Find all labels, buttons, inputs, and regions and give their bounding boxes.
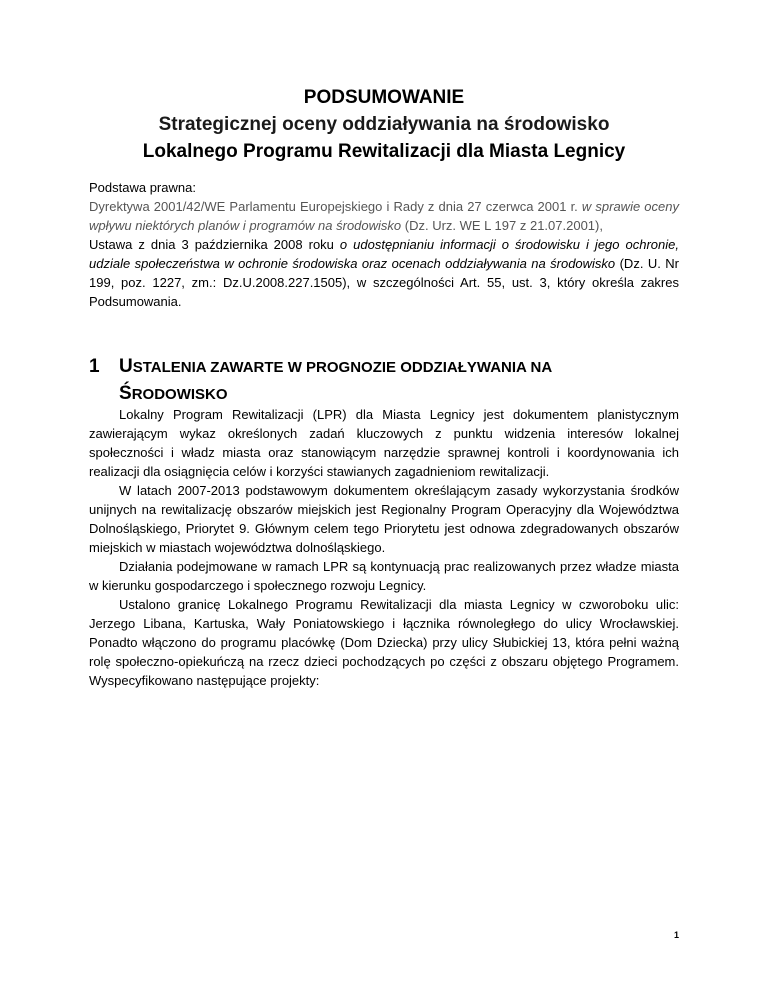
directive-text: Dyrektywa 2001/42/WE Parlamentu Europejskiego i Rady z dnia 27 czerwca 2001 r. xyxy=(89,199,578,214)
directive-ref: (Dz. Urz. WE L 197 z 21.07.2001), xyxy=(401,218,603,233)
body-paragraph: Działania podejmowane w ramach LPR są kontynuacją prac realizowanych przez władze miasta w kierunku gospodarczego i społecznego rozwoju Legnicy. xyxy=(89,559,679,593)
heading-line-1-initial: U xyxy=(119,356,133,377)
section-number: 1 xyxy=(89,356,100,377)
body-paragraph: W latach 2007-2013 podstawowym dokumentem określającym zasady wykorzystania środków unijnych na rewitalizację obszarów miejskich jest Regionalny Program Operacyjny dla Województwa Dolnośląskiego, Priorytet 9. Głównym celem tego Priorytetu jest odnowa zdegradowanych obszarów miejskich w miastach województwa dolnośląskiego. xyxy=(89,483,679,555)
section-heading-line-1 xyxy=(119,354,679,381)
legal-basis xyxy=(89,178,679,311)
heading-line-2-initial: Ś xyxy=(119,383,132,404)
legal-basis-label: Podstawa prawna: xyxy=(89,180,196,195)
section-heading xyxy=(89,354,679,408)
body-paragraph: Ustalono granicę Lokalnego Programu Rewitalizacji dla miasta Legnicy w czworoboku ulic: Jerzego Libana, Kartuska, Wały Poniatowskiego i łącznika równoległego do ulicy Wrocławskiej. Ponadto włączono do programu placówkę (Dom Dziecka) przy ulicy Słubickiej 13, która pełni ważną rolę społeczno-opiekuńczą na rzecz dzieci pochodzących po części z obszaru objętego Programem. Wyspecyfikowano następujące projekty: xyxy=(89,597,679,688)
body-paragraph: Lokalny Program Rewitalizacji (LPR) dla Miasta Legnicy jest dokumentem planistycznym zawierającym wykaz określonych zadań kluczowych z punktu widzenia interesów lokalnej społeczności i władz miasta oraz stanowiącym narzędzie sprawnej kontroli i koordynowania ich realizacji dla osiągnięcia celów i korzyści stawianych zagadnieniom rewitalizacji. xyxy=(89,407,679,479)
directive-paragraph xyxy=(89,197,679,235)
act-intro: Ustawa z dnia 3 października 2008 roku xyxy=(89,237,340,252)
title-line-3: Lokalnego Programu Rewitalizacji dla Miasta Legnicy xyxy=(142,141,626,162)
document-page xyxy=(89,0,679,994)
directive-title: w sprawie oceny wpływu niektórych planów i programów na środowisko xyxy=(89,199,679,233)
document-title xyxy=(89,84,679,165)
section-heading-line-2 xyxy=(119,381,679,408)
act-ref: (Dz. U. Nr 199, poz. 1227, zm.: Dz.U.2008.227.1505), w szczególności Art. 55, ust. 3, który określa zakres Podsumowania. xyxy=(89,256,679,309)
section-body xyxy=(89,405,679,690)
act-title: o udostępnianiu informacji o środowisku i jego ochronie, udziale społeczeństwa w ochronie środowiska oraz ocenach oddziaływania na środowisko xyxy=(89,237,679,271)
title-line-2: Strategicznej oceny oddziaływania na środowisko xyxy=(158,114,610,135)
heading-line-2-rest: RODOWISKO xyxy=(131,386,228,403)
page-number: 1 xyxy=(673,930,679,940)
title-line-1: PODSUMOWANIE xyxy=(303,87,465,108)
act-paragraph xyxy=(89,235,679,311)
heading-line-1-rest: STALENIA ZAWARTE W PROGNOZIE ODDZIAŁYWANIA NA xyxy=(132,359,553,376)
